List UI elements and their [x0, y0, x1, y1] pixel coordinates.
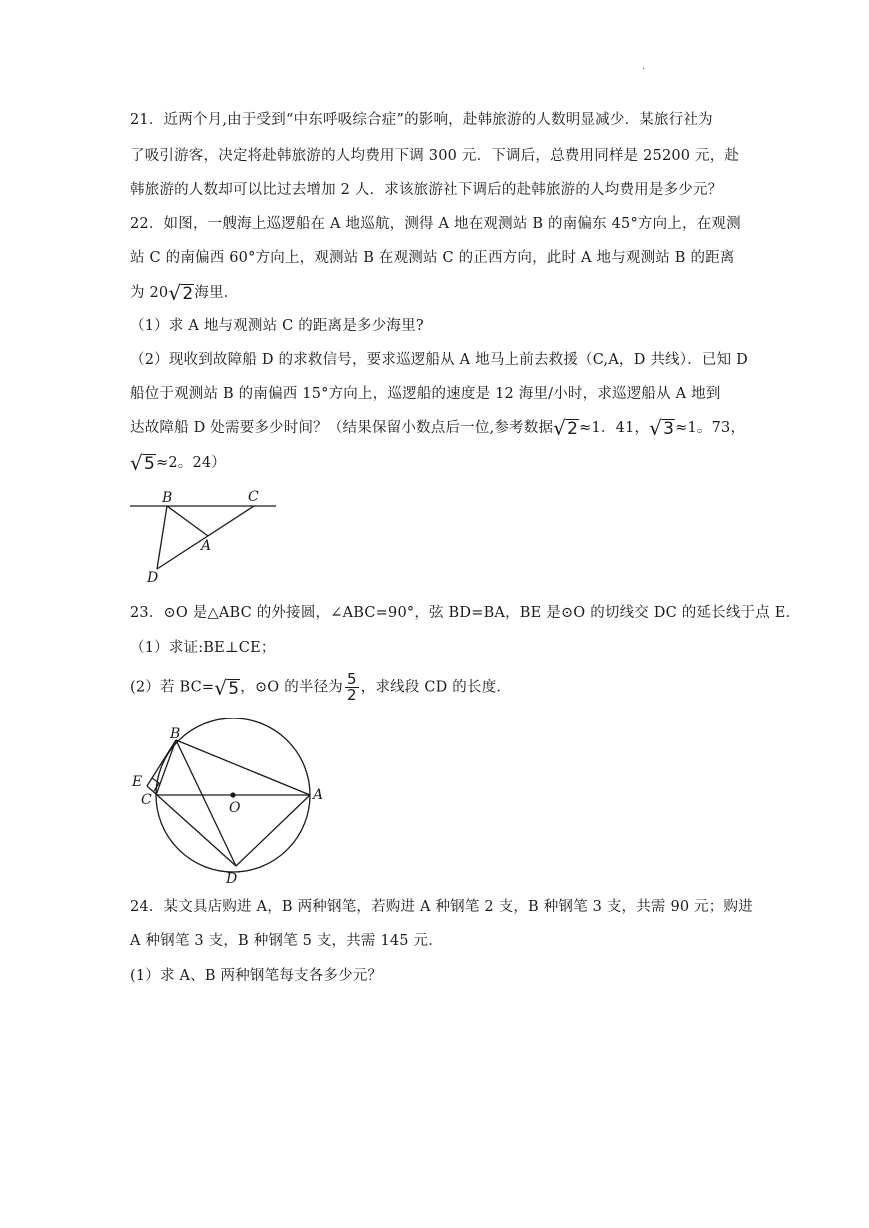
label-C: C: [141, 792, 152, 808]
q22-part-1: （1）求 A 地与观测站 C 的距离是多少海里?: [130, 318, 424, 334]
q22-part-2-line-3-post: ≈1。73，: [675, 420, 746, 436]
sqrt-2: √ 2: [168, 281, 194, 305]
q22-part-2-line-3-mid: ≈1．41，: [579, 420, 650, 436]
radicand: 2: [182, 284, 194, 304]
page-mark: ·: [642, 64, 646, 75]
q23-part-2: [130, 672, 511, 703]
q21-line-1: 21．近两个月,由于受到“中东呼吸综合症”的影响，赴韩旅游的人数明显减少．某旅行社为: [130, 112, 713, 128]
radicand: 2: [567, 419, 579, 439]
q23-line-1: 23．⊙O 是△ABC 的外接圆，∠ABC=90°，弦 BD=BA，BE 是⊙O 的切线交 DC 的延长线于点 E．: [130, 605, 801, 621]
q22-part-2-line-2: 船位于观测站 B 的南偏西 15°方向上，巡逻船的速度是 12 海里/小时，求巡逻船从 A 地到: [130, 386, 721, 402]
label-A: A: [313, 787, 324, 803]
label-E: E: [132, 774, 143, 790]
q22-line-3-pre: 为 20: [130, 285, 169, 301]
sqrt-5: √ 5: [130, 451, 155, 475]
label-D: D: [147, 570, 159, 586]
q23-figure: [128, 718, 328, 888]
fraction-5-2: [345, 672, 359, 703]
radicand: 3: [663, 419, 675, 439]
sqrt-5: √ 5: [214, 675, 240, 700]
denominator: 2: [347, 686, 357, 704]
q23-part-2-pre: (2）若 BC=: [130, 679, 215, 696]
segment-BD: [157, 506, 167, 569]
q22-part-2-line-3-pre: 达故障船 D 处需要多少时间？（结果保留小数点后一位,参考数据: [130, 420, 554, 436]
radicand: 5: [143, 454, 155, 474]
line-DE: [147, 786, 236, 866]
center-point: [230, 792, 235, 797]
label-B: B: [170, 726, 181, 742]
label-A: A: [201, 538, 212, 554]
q24-line-1: 24．某文具店购进 A，B 两种钢笔，若购进 A 种钢笔 2 支，B 种钢笔 3 支，共需 90 元；购进: [130, 899, 753, 915]
q22-line-3-post: 海里．: [194, 285, 239, 301]
q22-line-1: 22．如图，一艘海上巡逻船在 A 地巡航，测得 A 地在观测站 B 的南偏东 45°方向上，在观测: [130, 216, 741, 232]
q24-line-2: A 种钢笔 3 支，B 种钢笔 5 支，共需 145 元．: [130, 933, 443, 949]
chord-DA: [236, 795, 310, 866]
q22-figure: [128, 486, 283, 588]
q22-part-2-line-4-post: ≈2。24）: [155, 455, 227, 471]
q23-part-1: （1）求证:BE⊥CE；: [130, 640, 276, 656]
label-C: C: [248, 489, 259, 505]
chord-BD: [176, 740, 236, 866]
radicand: 5: [228, 678, 240, 699]
q24-part-1: (1）求 A、B 两种钢笔每支各多少元？: [130, 968, 383, 984]
q22-part-2-line-4: [130, 453, 226, 473]
q22-part-2-line-3: [130, 418, 745, 438]
q22-line-2: 站 C 的南偏西 60°方向上，观测站 B 在观测站 C 的正西方向，此时 A 地与观测站 B 的距离: [130, 250, 735, 266]
q23-part-2-mid: ，⊙O 的半径为: [240, 679, 343, 696]
q22-line-3: [130, 283, 238, 303]
sqrt-2: √ 2: [553, 416, 579, 440]
label-D: D: [226, 871, 238, 887]
q22-part-2-line-1: （2）现收到故障船 D 的求救信号，要求巡逻船从 A 地马上前去救援（C,A，D 共线）．已知 D: [130, 352, 748, 368]
numerator: 5: [347, 670, 357, 688]
q23-part-2-post: ，求线段 CD 的长度．: [360, 679, 512, 696]
chord-BA: [176, 740, 310, 795]
sqrt-3: √ 3: [649, 416, 675, 440]
q21-line-2: 了吸引游客，决定将赴韩旅游的人均费用下调 300 元．下调后，总费用同样是 25200 元，赴: [130, 148, 740, 164]
q21-line-3: 韩旅游的人数却可以比过去增加 2 人．求该旅游社下调后的赴韩旅游的人均费用是多少元？: [130, 182, 723, 198]
label-B: B: [162, 490, 173, 506]
label-O: O: [229, 800, 241, 816]
segment-BA: [167, 506, 208, 536]
